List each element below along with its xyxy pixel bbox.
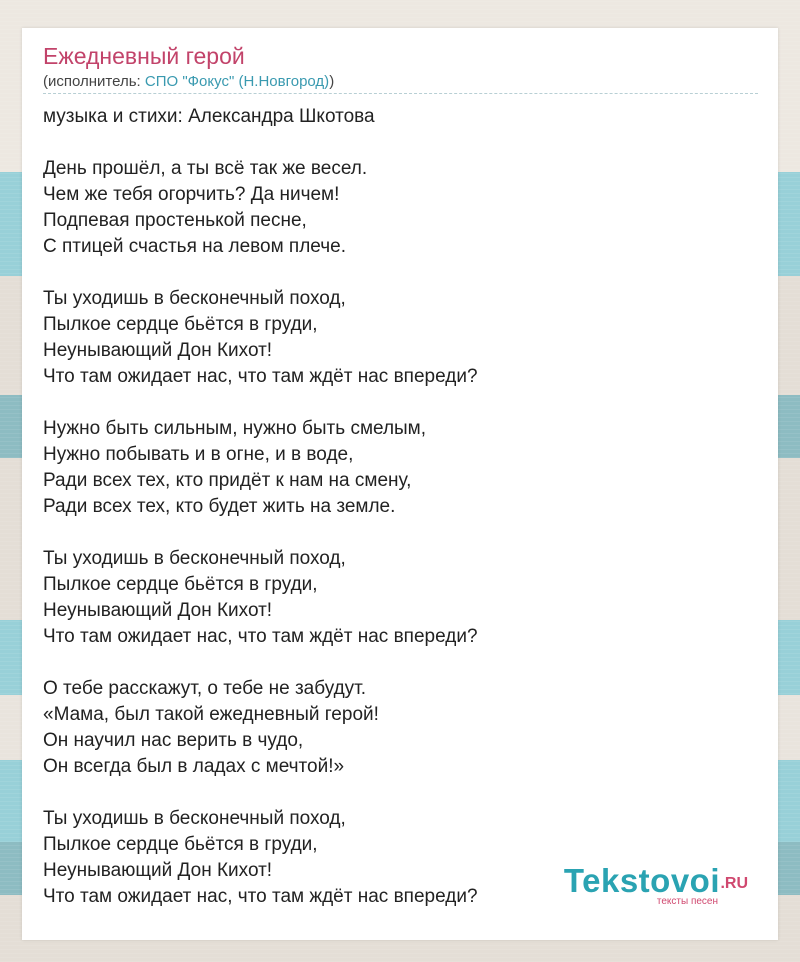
- logo-domain: .RU: [720, 875, 748, 892]
- title-divider: [43, 93, 758, 94]
- lyrics-text: музыка и стихи: Александра Шкотова День прошёл, а ты всё так же весел. Чем же тебя огорчить? Да ничем! Подпевая простенькой песне, С птицей счастья на левом плече. Ты уходишь в бесконечный поход, Пылкое сердце бьётся в груди, Неунывающий Дон Кихот! Что там ожидает нас, что там ждёт нас впереди? Нужно быть сильным, нужно быть смелым, Нужно побывать и в огне, и в воде, Ради всех тех, кто придёт к нам на смену, Ради всех тех, кто будет жить на земле. Ты уходишь в бесконечный поход, Пылкое сердце бьётся в груди, Неунывающий Дон Кихот! Что там ожидает нас, что там ждёт нас впереди? О тебе расскажут, о тебе не забудут. «Мама, был такой ежедневный герой! Он научил нас верить в чудо, Он всегда был в ладах с мечтой!» Ты уходишь в бесконечный поход, Пылкое сердце бьётся в груди, Неунывающий Дон Кихот! Что там ожидает нас, что там ждёт нас впереди?: [43, 106, 478, 907]
- artist-line: [43, 73, 334, 90]
- site-logo[interactable]: [528, 864, 748, 910]
- artist-prefix: (исполнитель:: [43, 73, 145, 90]
- logo-wordmark: Tekstovoi: [563, 862, 720, 899]
- artist-link[interactable]: СПО "Фокус" (Н.Новгород): [144, 73, 330, 90]
- lyrics-card: [22, 28, 778, 940]
- artist-suffix: ): [329, 73, 335, 90]
- song-title: Ежедневный герой: [43, 43, 245, 69]
- logo-tagline: тексты песен: [656, 896, 718, 907]
